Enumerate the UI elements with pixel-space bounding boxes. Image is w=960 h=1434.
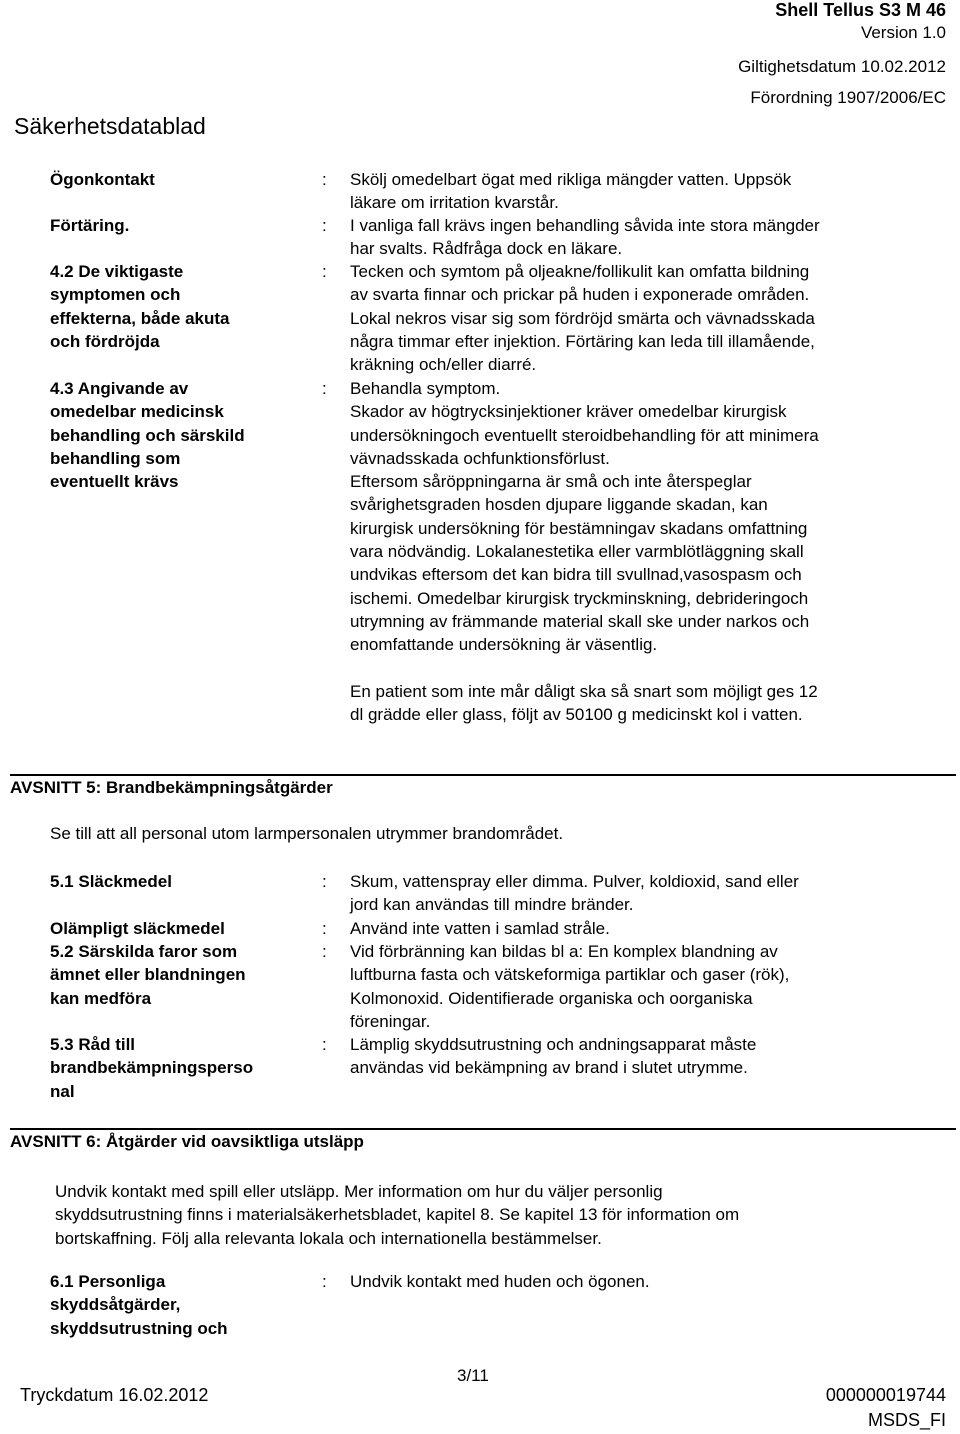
label-line: kan medföra: [50, 988, 152, 1008]
field-colon: :: [322, 872, 327, 891]
value-line: kirurgisk undersökning för bestämningav skadans omfattning: [350, 518, 808, 538]
label-line: skyddsåtgärder,: [50, 1295, 181, 1315]
label-line: behandling som: [50, 448, 181, 468]
value-line: ischemi. Omedelbar kirurgisk tryckminskning, debrideringoch: [350, 588, 809, 608]
document-code: MSDS_FI: [867, 1410, 946, 1430]
label-line: eventuellt krävs: [50, 472, 179, 492]
label-line: 4.3 Angivande av: [50, 379, 189, 398]
label-line: 6.1 Personliga: [50, 1272, 166, 1291]
field-colon: :: [322, 170, 327, 189]
field-label: [50, 940, 300, 1010]
section5-title: AVSNITT 5: Brandbekämpningsåtgärder: [10, 778, 333, 797]
section-divider: [10, 1128, 956, 1130]
page-number: 3/11: [457, 1366, 489, 1385]
value-line: Använd inte vatten i samlad stråle.: [350, 919, 610, 938]
print-date: Tryckdatum 16.02.2012: [20, 1385, 209, 1405]
intro-line: skyddsutrustning finns i materialsäkerhetsbladet, kapitel 8. Se kapitel 13 för information om: [55, 1205, 740, 1225]
label-line: Förtäring.: [50, 216, 130, 235]
field-colon: :: [322, 216, 327, 235]
value-line: Vid förbränning kan bildas bl a: En komplex blandning av: [350, 942, 778, 961]
field-value: [350, 940, 940, 1033]
value-line: föreningar.: [350, 1011, 431, 1031]
label-line: nal: [50, 1081, 75, 1101]
value-line: enomfattande undersökning är väsentlig.: [350, 635, 658, 655]
field-colon: :: [322, 379, 327, 398]
value-line: användas vid bekämpning av brand i slutet utrymme.: [350, 1058, 748, 1078]
value-line: Tecken och symtom på oljeakne/follikulit kan omfatta bildning: [350, 262, 810, 281]
intro-line: bortskaffning. Följ alla relevanta lokala och internationella bestämmelser.: [55, 1228, 602, 1248]
value-line: undvikas eftersom det kan bidra till svullnad,vasospasm och: [350, 565, 802, 585]
section4-extra: [350, 680, 940, 727]
label-line: 5.2 Särskilda faror som: [50, 942, 238, 961]
field-label: [50, 1270, 300, 1340]
field-value: [350, 917, 940, 940]
field-label: [50, 917, 300, 940]
field-label: [50, 870, 300, 893]
field-label: [50, 260, 300, 353]
value-line: Kolmonoxid. Oidentifierade organiska och oorganiska: [350, 988, 753, 1008]
label-line: Ögonkontakt: [50, 170, 155, 189]
field-value: [350, 260, 940, 376]
value-line: vävnadsskada ochfunktionsförlust.: [350, 448, 610, 468]
value-line: Skador av högtrycksinjektioner kräver omedelbar kirurgisk: [350, 402, 787, 422]
label-line: symptomen och: [50, 285, 181, 305]
extra-line: dl grädde eller glass, följt av 50100 g medicinskt kol i vatten.: [350, 705, 803, 725]
intro-line: Undvik kontakt med spill eller utsläpp. Mer information om hur du väljer personlig: [55, 1182, 663, 1201]
field-colon: :: [322, 262, 327, 281]
value-line: luftburna fasta och vätskeformiga partiklar och gaser (rök),: [350, 965, 790, 985]
field-label: [50, 377, 300, 493]
value-line: av svarta finnar och prickar på huden i exponerade områden.: [350, 285, 810, 305]
document-number: 000000019744: [825, 1385, 946, 1405]
label-line: skyddsutrustning och: [50, 1318, 228, 1338]
section-divider: [10, 774, 956, 776]
field-colon: :: [322, 942, 327, 961]
extra-line: En patient som inte mår dåligt ska så snart som möjligt ges 12: [350, 682, 818, 701]
field-value: [350, 377, 940, 657]
value-line: Eftersom såröppningarna är små och inte återspeglar: [350, 472, 752, 492]
label-line: ämnet eller blandningen: [50, 965, 246, 985]
value-line: undersökningoch eventuellt steroidbehandling för att minimera: [350, 425, 819, 445]
value-line: jord kan användas till mindre bränder.: [350, 895, 634, 915]
label-line: brandbekämpningsperso: [50, 1058, 254, 1078]
value-line: Skum, vattenspray eller dimma. Pulver, koldioxid, sand eller: [350, 872, 799, 891]
value-line: några timmar efter injektion. Förtäring kan leda till illamående,: [350, 331, 815, 351]
validity-date: Giltighetsdatum 10.02.2012: [738, 57, 946, 76]
value-line: utrymning av främmande material skall ske under narkos och: [350, 611, 810, 631]
section6-intro: [55, 1180, 739, 1250]
value-line: I vanliga fall krävs ingen behandling såvida inte stora mängder: [350, 216, 820, 235]
label-line: 5.1 Släckmedel: [50, 872, 172, 891]
product-name: Shell Tellus S3 M 46: [775, 0, 946, 20]
field-value: [350, 1033, 940, 1080]
value-line: Behandla symptom.: [350, 379, 501, 398]
label-line: 5.3 Råd till: [50, 1035, 136, 1054]
field-value: [350, 168, 940, 215]
field-colon: :: [322, 919, 327, 938]
field-value: [350, 214, 940, 261]
value-line: Lokal nekros visar sig som fördröjd smärta och vävnadsskada: [350, 308, 815, 328]
section5-intro: Se till att all personal utom larmpersonalen utrymmer brandområdet.: [50, 824, 564, 843]
field-value: [350, 1270, 940, 1293]
label-line: behandling och särskild: [50, 425, 245, 445]
label-line: omedelbar medicinsk: [50, 402, 224, 422]
value-line: kräkning och/eller diarré.: [350, 355, 537, 375]
field-label: [50, 214, 300, 237]
value-line: svårighetsgraden hosden djupare liggande skadan, kan: [350, 495, 768, 515]
value-line: läkare om irritation kvarstår.: [350, 193, 559, 213]
value-line: Skölj omedelbart ögat med rikliga mängder vatten. Uppsök: [350, 170, 792, 189]
field-colon: :: [322, 1035, 327, 1054]
version: Version 1.0: [860, 23, 946, 42]
value-line: vara nödvändig. Lokalanestetika eller varmblötläggning skall: [350, 542, 804, 562]
label-line: effekterna, både akuta: [50, 308, 230, 328]
field-colon: :: [322, 1272, 327, 1291]
value-line: Lämplig skyddsutrustning och andningsapparat måste: [350, 1035, 757, 1054]
regulation: Förordning 1907/2006/EC: [750, 88, 946, 107]
document-title: Säkerhetsdatablad: [14, 113, 206, 139]
field-label: [50, 168, 300, 191]
label-line: och fördröjda: [50, 331, 160, 351]
value-line: Undvik kontakt med huden och ögonen.: [350, 1272, 650, 1291]
field-label: [50, 1033, 300, 1103]
label-line: Olämpligt släckmedel: [50, 919, 225, 938]
value-line: har svalts. Rådfråga dock en läkare.: [350, 239, 623, 259]
field-value: [350, 870, 940, 917]
label-line: 4.2 De viktigaste: [50, 262, 184, 281]
section6-title: AVSNITT 6: Åtgärder vid oavsiktliga utsläpp: [10, 1132, 364, 1151]
